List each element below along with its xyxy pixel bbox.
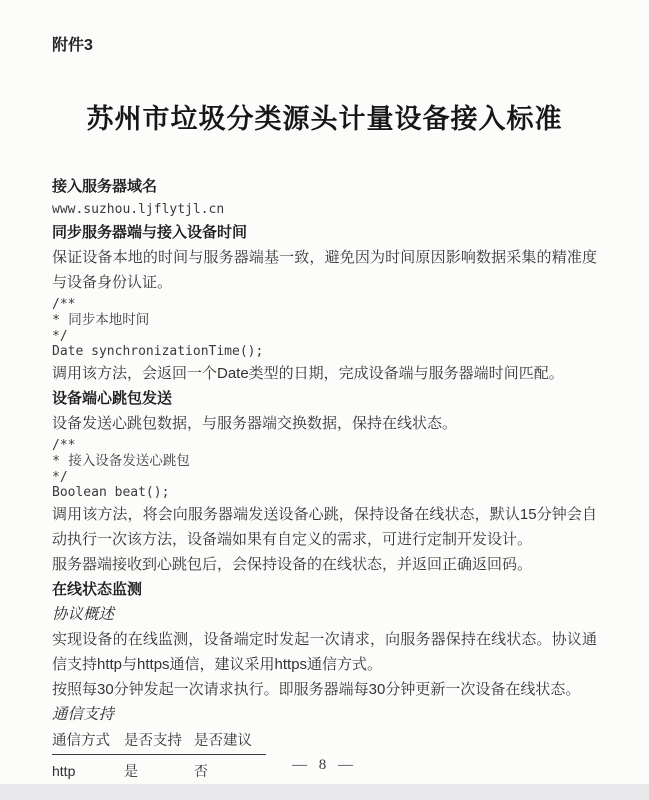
- attachment-label: 附件3: [52, 37, 93, 54]
- document-body: [52, 174, 597, 783]
- code-line: */: [52, 329, 68, 344]
- subheading-communication-support: 通信支持: [52, 706, 115, 723]
- table-header-suggested: 是否建议: [194, 729, 266, 755]
- code-line: */: [52, 470, 68, 485]
- code-block-sync-time: [52, 295, 597, 361]
- server-domain-url: www.suzhou.ljflytjl.cn: [52, 202, 225, 217]
- section-heading-time-sync: 同步服务器端与接入设备时间: [52, 224, 248, 241]
- code-line: * 同步本地时间: [52, 312, 150, 328]
- table-cell-supported: 是: [124, 763, 138, 779]
- table-header-method: 通信方式: [52, 729, 124, 755]
- section-heading-server-domain: 接入服务器域名: [52, 178, 158, 195]
- body-paragraph-time-sync: 保证设备本地的时间与服务器端基一致，避免因为时间原因影响数据采集的精准度与设备身份认证。: [52, 249, 597, 291]
- code-line: /**: [52, 297, 76, 312]
- section-heading-heartbeat: 设备端心跳包发送: [52, 390, 173, 407]
- code-line: Date synchronizationTime();: [52, 344, 264, 359]
- body-paragraph-monitor-interval: 按照每30分钟发起一次请求执行。即服务器端每30分钟更新一次设备在线状态。: [52, 681, 581, 698]
- communication-support-table: [52, 729, 266, 783]
- table-header-supported: 是否支持: [124, 729, 194, 755]
- body-paragraph-beat-detail: 调用该方法，将会向服务器端发送设备心跳，保持设备在线状态，默认15分钟会自动执行一次该方法，设备端如果有自定义的需求，可进行定制开发设计。: [52, 506, 597, 548]
- code-line: /**: [52, 438, 76, 453]
- code-line: * 接入设备发送心跳包: [52, 453, 190, 469]
- scan-edge-band: [0, 784, 649, 800]
- page-title: 苏州市垃圾分类源头计量设备接入标准: [86, 104, 563, 134]
- table-cell-suggested: 否: [194, 763, 208, 779]
- section-heading-online-monitor: 在线状态监测: [52, 581, 143, 598]
- body-paragraph-monitor-detail: 实现设备的在线监测，设备端定时发起一次请求，向服务器保持在线状态。协议通信支持http与https通信，建议采用https通信方式。: [52, 631, 597, 673]
- body-paragraph-sync-result: 调用该方法，会返回一个Date类型的日期，完成设备端与服务器端时间匹配。: [52, 365, 564, 382]
- table-header-row: [52, 729, 266, 755]
- body-paragraph-beat-response: 服务器端接收到心跳包后，会保持设备的在线状态，并返回正确返回码。: [52, 556, 533, 573]
- body-paragraph-heartbeat-intro: 设备发送心跳包数据，与服务器端交换数据，保持在线状态。: [52, 415, 458, 432]
- subheading-protocol-overview: 协议概述: [52, 606, 115, 623]
- table-cell-method: http: [52, 763, 76, 779]
- page-number: — 8 —: [292, 757, 357, 773]
- code-line: Boolean beat();: [52, 485, 170, 500]
- code-block-beat: [52, 436, 597, 502]
